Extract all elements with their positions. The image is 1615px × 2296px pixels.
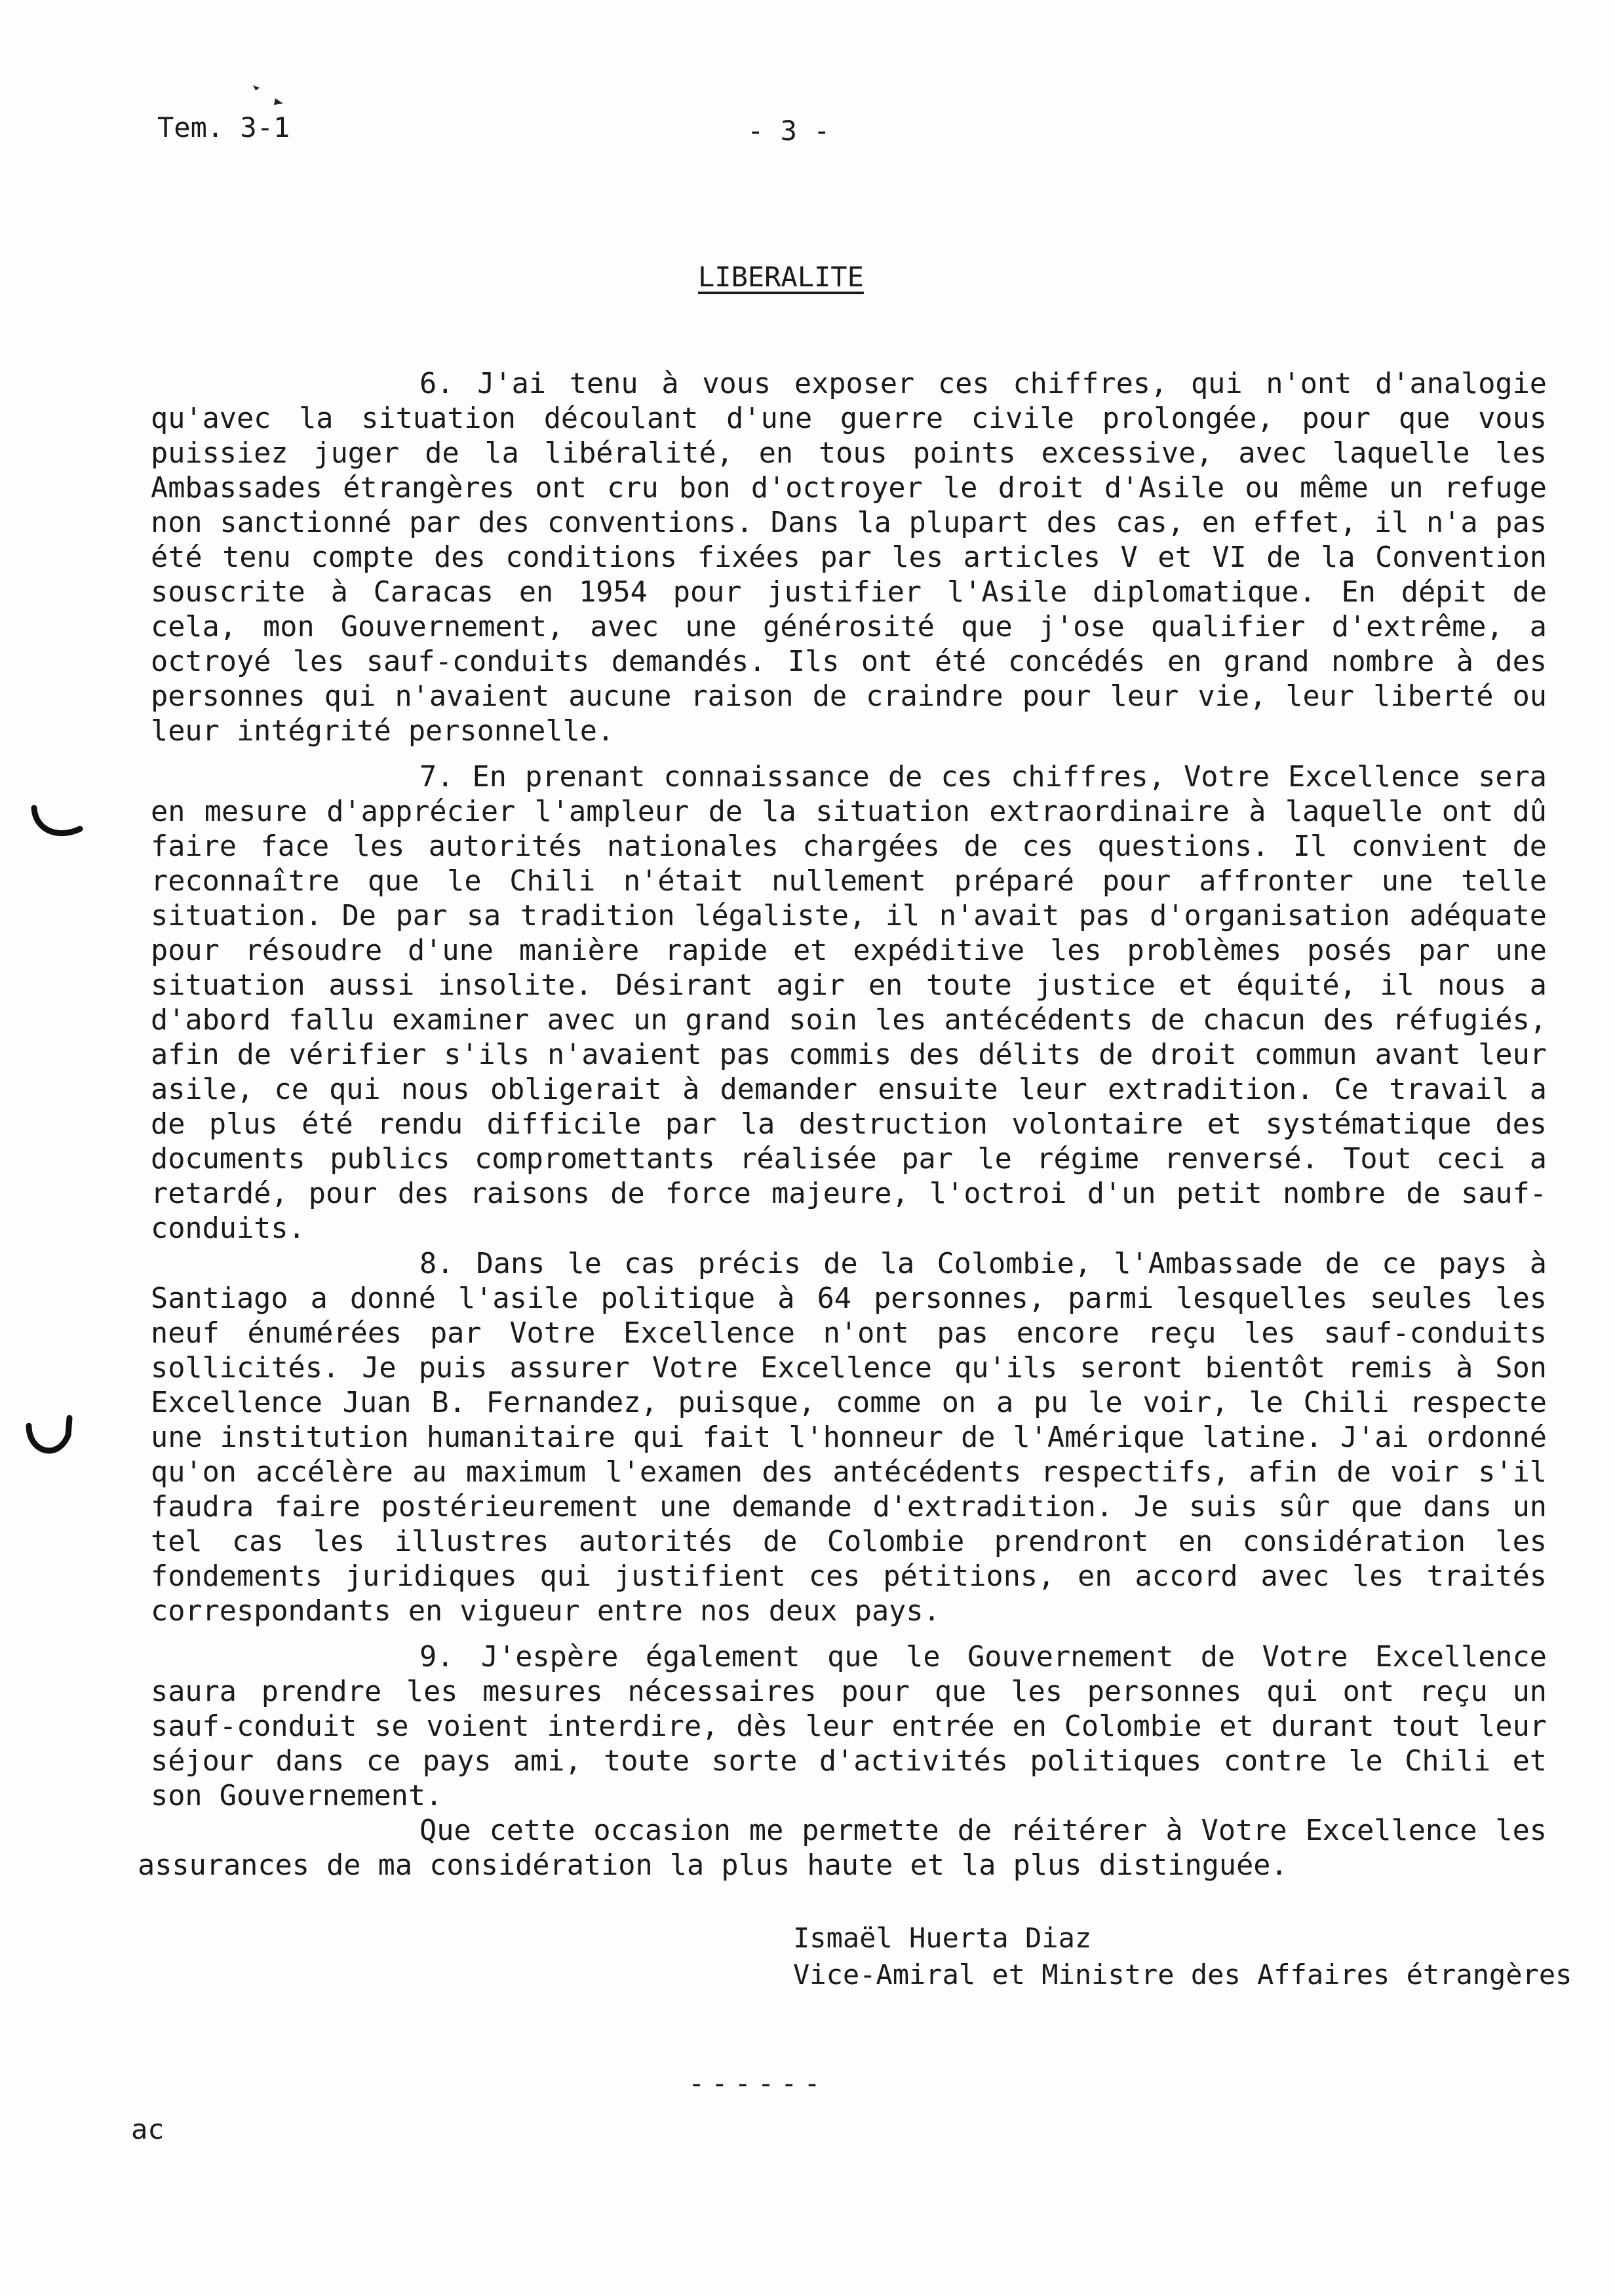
paragraph-8: 8. Dans le cas précis de la Colombie, l'Ambassade de ce pays à Santiago a donné l'asile politique à 64 personnes, parmi lesquelles seules les neuf énumérées par Votre Excellence n'ont pas encore reçu les sauf-conduits sollicités. Je puis assurer Votre Excellence qu'ils seront bientôt remis à Son Excellence Juan B. Fernandez, puisque, comme on a pu le voir, le Chili respecte une institution humanitaire qui fait l'honneur de l'Amérique latine. J'ai ordonné qu'on accélère au maximum l'examen des antécédents respectifs, afin de voir s'il faudra faire postérieurement une demande d'extradition. Je suis sûr que dans un tel cas les illustres autorités de Colombie prendront en considération les fondements juridiques qui justifient ces pétitions, en accord avec les traités correspondants en vigueur entre nos deux pays.	[151, 1248, 1547, 1628]
signatory-name: Ismaël Huerta Diaz	[793, 1922, 1092, 1954]
punch-hole-mark-top	[26, 796, 85, 849]
section-heading: LIBERALITE	[698, 261, 864, 293]
typist-initials: ac	[131, 2113, 165, 2145]
signatory-title: Vice-Amiral et Ministre des Affaires étrangères	[793, 1959, 1572, 1991]
document-reference: Tem. 3-1	[157, 111, 290, 144]
paragraph-7: 7. En prenant connaissance de ces chiffres, Votre Excellence sera en mesure d'apprécier l'ampleur de la situation extraordinaire à laquelle ont dû faire face les autorités nationales chargées de ces questions. Il convient de reconnaître que le Chili n'était nullement préparé pour affronter une telle situation. De par sa tradition légaliste, il n'avait pas d'organisation adéquate pour résoudre d'une manière rapide et expéditive les problèmes posés par une situation aussi insolite. Désirant agir en toute justice et équité, il nous a d'abord fallu examiner avec un grand soin les antécédents de chacun des réfugiés, afin de vérifier s'ils n'avaient pas commis des délits de droit commun avant leur asile, ce qui nous obligerait à demander ensuite leur extradition. Ce travail a de plus été rendu difficile par la destruction volontaire et systématique des documents publics compromettants réalisée par le régime renversé. Tout ceci a retardé, pour des raisons de force majeure, l'octroi d'un petit nombre de sauf-conduits.	[151, 761, 1547, 1245]
closing-paragraph: Que cette occasion me permette de réitérer à Votre Excellence les assurances de ma considération la plus haute et la plus distinguée.	[138, 1814, 1547, 1882]
punch-hole-mark-bottom	[20, 1409, 79, 1468]
signature-block	[793, 1920, 1572, 1993]
ink-speck	[249, 79, 288, 111]
separator-dashes: ------	[688, 2067, 827, 2099]
paragraph-6: 6. J'ai tenu à vous exposer ces chiffres, qui n'ont d'analogie qu'avec la situation découlant d'une guerre civile prolongée, pour que vous puissiez juger de la libéralité, en tous points excessive, avec laquelle les Ambassades étrangères ont cru bon d'octroyer le droit d'Asile ou même un refuge non sanctionné par des conventions. Dans la plupart des cas, en effet, il n'a pas été tenu compte des conditions fixées par les articles V et VI de la Convention souscrite à Caracas en 1954 pour justifier l'Asile diplomatique. En dépit de cela, mon Gouvernement, avec une générosité que j'ose qualifier d'extrême, a octroyé les sauf-conduits demandés. Ils ont été concédés en grand nombre à des personnes qui n'avaient aucune raison de craindre pour leur vie, leur liberté ou leur intégrité personnelle.	[151, 368, 1547, 748]
paragraph-9: 9. J'espère également que le Gouvernement de Votre Excellence saura prendre les mesures nécessaires pour que les personnes qui ont reçu un sauf-conduit se voient interdire, dès leur entrée en Colombie et durant tout leur séjour dans ce pays ami, toute sorte d'activités politiques contre le Chili et son Gouvernement.	[151, 1641, 1547, 1812]
page-number: - 3 -	[747, 115, 830, 147]
